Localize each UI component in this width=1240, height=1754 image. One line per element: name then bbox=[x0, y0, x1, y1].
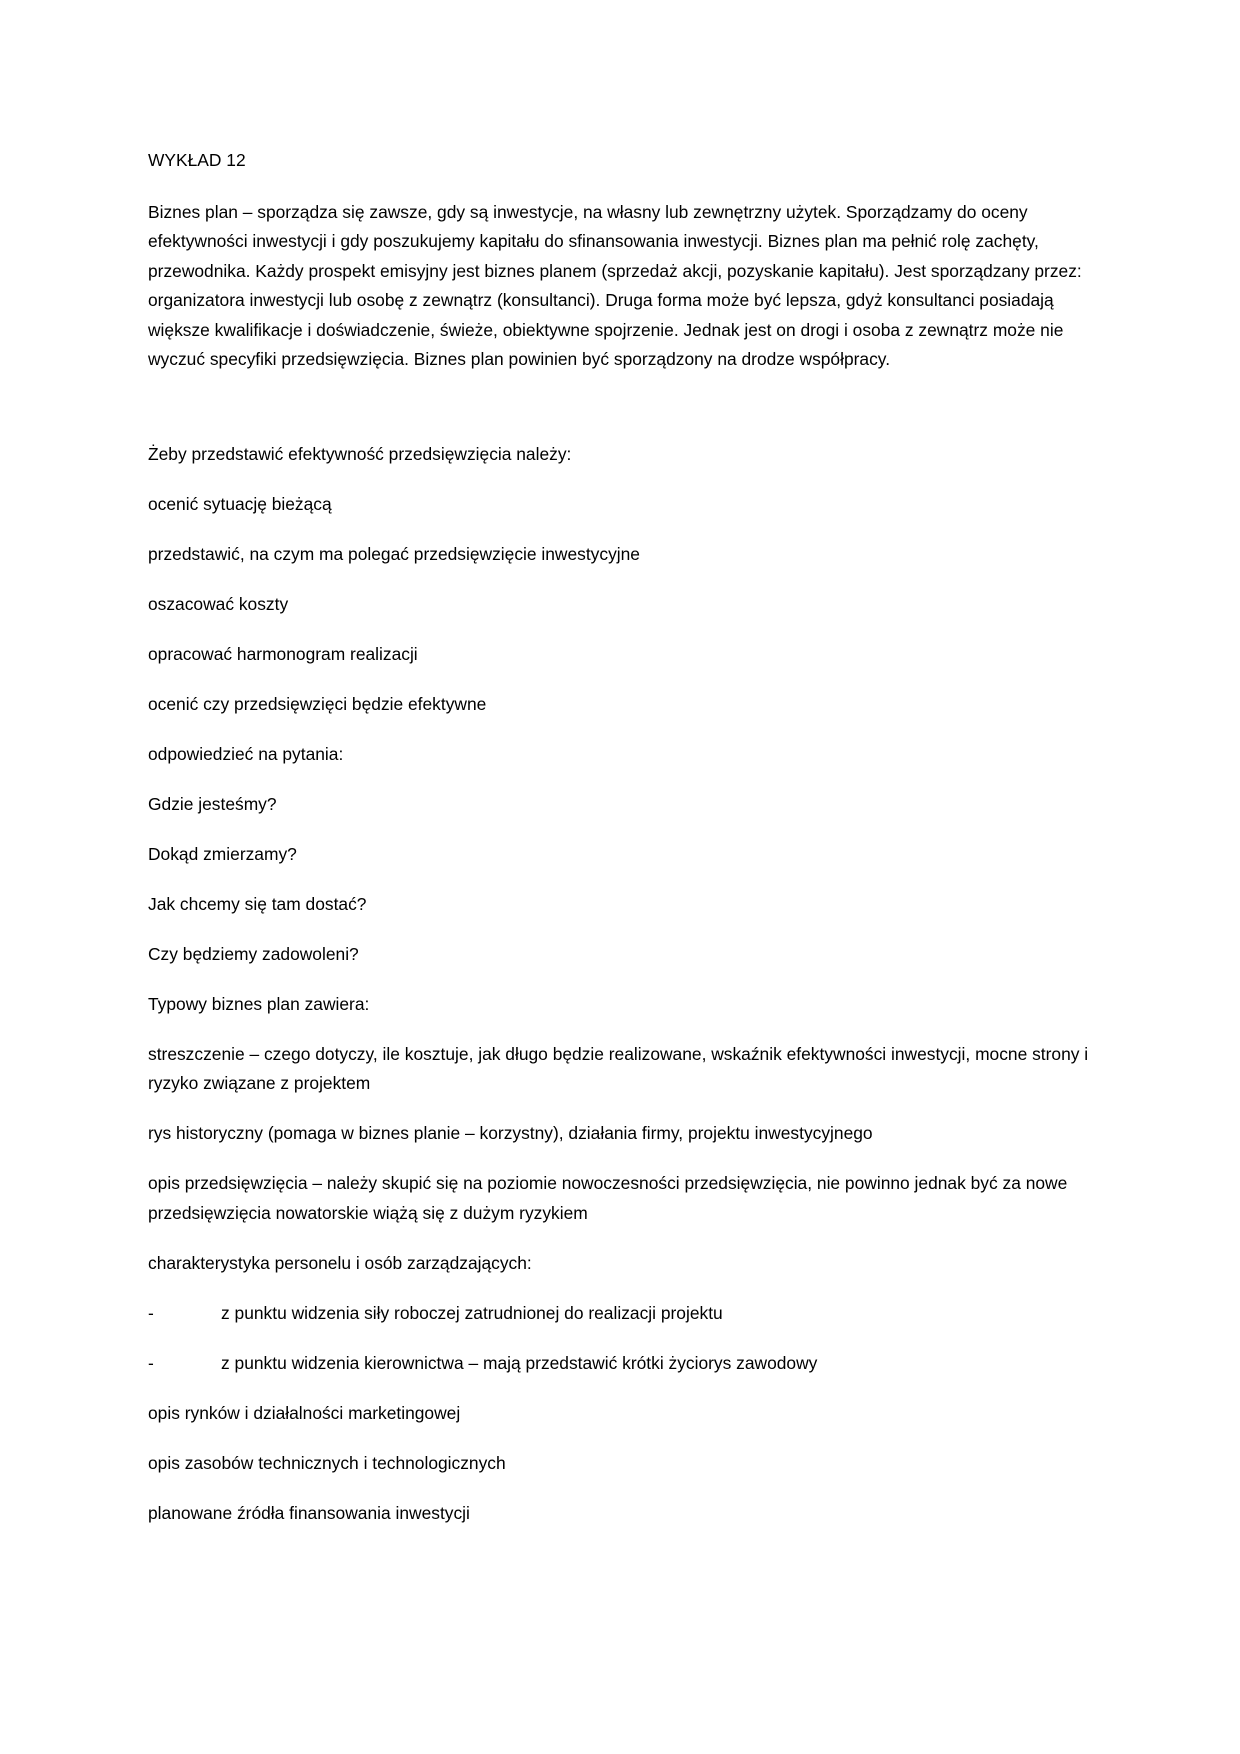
question-line: Jak chcemy się tam dostać? bbox=[148, 893, 367, 914]
plan-component-line: charakterystyka personelu i osób zarządzających: bbox=[148, 1252, 532, 1273]
line-item: ocenić sytuację bieżącą bbox=[148, 493, 332, 514]
question-line: Dokąd zmierzamy? bbox=[148, 843, 297, 864]
dash-item-text: z punktu widzenia siły roboczej zatrudnionej do realizacji projektu bbox=[221, 1302, 723, 1323]
intro-paragraph: Biznes plan – sporządza się zawsze, gdy są inwestycje, na własny lub zewnętrzny użytek. Sporządzamy do oceny efektywności inwestycji i gdy poszukujemy kapitału do sfinansowania inwestycji. Biznes plan ma pełnić rolę zachęty, przewodnika. Każdy prospekt emisyjny jest biznes planem (sprzedaż akcji, pozyskanie kapitału). Jest sporządzany przez: organizatora inwestycji lub osobę z zewnątrz (konsultanci). Druga forma może być lepsza, gdyż konsultanci posiadają większe kwalifikacje i doświadczenie, świeże, obiektywne spojrzenie. Jednak jest on drogi i osoba z zewnątrz może nie wyczuć specyfiki przedsięwzięcia. Biznes plan powinien być sporządzony na drodze współpracy. bbox=[148, 201, 1082, 369]
section-lead-line: Typowy biznes plan zawiera: bbox=[148, 993, 370, 1014]
line-item: odpowiedzieć na pytania: bbox=[148, 743, 344, 764]
question-line: Gdzie jesteśmy? bbox=[148, 793, 277, 814]
lecture-title: WYKŁAD 12 bbox=[148, 150, 246, 170]
content-lines bbox=[148, 440, 1096, 1529]
document-body bbox=[148, 146, 1096, 1549]
question-line: Czy będziemy zadowoleni? bbox=[148, 943, 359, 964]
dash-list-item bbox=[148, 1349, 1096, 1379]
dash-list-item bbox=[148, 1299, 1096, 1329]
plan-component-line: streszczenie – czego dotyczy, ile kosztuje, jak długo będzie realizowane, wskaźnik efektywności inwestycji, mocne strony i ryzyko związane z projektem bbox=[148, 1043, 1089, 1093]
dash-item-text: z punktu widzenia kierownictwa – mają przedstawić krótki życiorys zawodowy bbox=[221, 1352, 818, 1373]
line-intro-question: Żeby przedstawić efektywność przedsięwzięcia należy: bbox=[148, 443, 572, 464]
line-item: opracować harmonogram realizacji bbox=[148, 643, 418, 664]
plan-component-line: opis zasobów technicznych i technologicznych bbox=[148, 1452, 506, 1473]
plan-component-line: planowane źródła finansowania inwestycji bbox=[148, 1502, 470, 1523]
dash-marker: - bbox=[148, 1352, 154, 1373]
line-item: przedstawić, na czym ma polegać przedsięwzięcie inwestycyjne bbox=[148, 543, 640, 564]
line-item: oszacować koszty bbox=[148, 593, 289, 614]
plan-component-line: opis przedsięwzięcia – należy skupić się na poziomie nowoczesności przedsięwzięcia, nie powinno jednak być za nowe przedsięwzięcia nowatorskie wiążą się z dużym ryzykiem bbox=[148, 1173, 1068, 1223]
plan-component-line: rys historyczny (pomaga w biznes planie – korzystny), działania firmy, projektu inwestycyjnego bbox=[148, 1123, 873, 1143]
dash-marker: - bbox=[148, 1302, 154, 1323]
plan-component-line: opis rynków i działalności marketingowej bbox=[148, 1402, 461, 1423]
line-item: ocenić czy przedsięwzięci będzie efektywne bbox=[148, 693, 487, 714]
